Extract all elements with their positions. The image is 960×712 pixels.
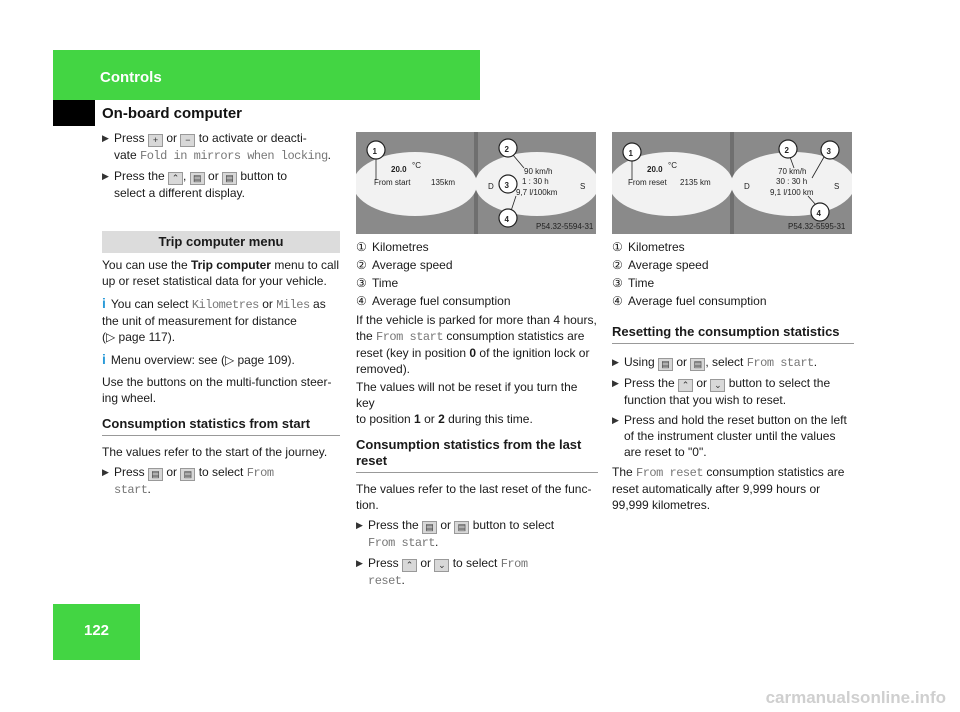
- display-unit: °C: [668, 161, 677, 170]
- callout-3: 3: [826, 147, 831, 156]
- paragraph: The values refer to the start of the journey.: [102, 445, 328, 459]
- callout-2: 2: [504, 145, 509, 154]
- arrow-icon: ▶: [102, 467, 109, 477]
- down-key-icon: ⌄: [710, 379, 725, 392]
- bullet-item: ▶ Press ▤ or ▤ to select From start.: [102, 465, 274, 497]
- up-key-icon: ⌃: [402, 559, 417, 572]
- display-distance: 2135 km: [680, 178, 711, 187]
- watermark: carmanualsonline.info: [765, 688, 946, 707]
- display-mode-s: S: [580, 182, 586, 191]
- paragraph: The values refer to the last reset of the func- tion.: [356, 482, 592, 512]
- callout-1: 1: [372, 147, 377, 156]
- arrow-icon: ▶: [612, 357, 619, 367]
- display-fuel: 9,7 l/100km: [516, 188, 558, 197]
- legend: [356, 238, 598, 310]
- image-code: P54.32-5595-31: [788, 222, 846, 231]
- paragraph: You can use the Trip computer menu to call up or reset statistical data for your vehicle.: [102, 258, 340, 288]
- bullet-item: ▶ Press and hold the reset button on the left of the instrument cluster until the values are reset to "0".: [612, 413, 847, 459]
- arrow-icon: ▶: [612, 378, 619, 388]
- column-2: [356, 238, 598, 593]
- display-label: From reset: [628, 178, 667, 187]
- instrument-cluster-reset-illustration: [612, 132, 852, 234]
- page-title: On-board computer: [102, 105, 243, 122]
- down-key-icon: ⌄: [434, 559, 449, 572]
- info-icon: i: [102, 295, 106, 311]
- legend-item: ③ Time: [356, 276, 399, 290]
- page-forward-key-icon: ▤: [422, 521, 437, 534]
- page-back-key-icon: ▤: [222, 172, 237, 185]
- page-number: 122: [83, 622, 110, 639]
- display-speed: 70 km/h: [778, 167, 807, 176]
- arrow-icon: ▶: [356, 558, 363, 568]
- page-back-key-icon: ▤: [180, 468, 195, 481]
- instrument-cluster-illustration: [356, 132, 596, 234]
- legend-item: ① Kilometres: [356, 240, 429, 254]
- page-forward-key-icon: ▤: [148, 468, 163, 481]
- legend-item: ② Average speed: [356, 258, 453, 272]
- info-note: i You can select Kilometres or Miles as the unit of measurement for distance (▷ page 117).: [102, 295, 326, 344]
- page-forward-key-icon: ▤: [658, 358, 673, 371]
- display-time: 30 : 30 h: [776, 177, 808, 186]
- display-temperature: 20.0: [391, 165, 407, 174]
- legend-item: ④ Average fuel consumption: [356, 294, 511, 308]
- callout-1: 1: [628, 149, 633, 158]
- up-key-icon: ⌃: [678, 379, 693, 392]
- arrow-icon: ▶: [612, 415, 619, 425]
- header-marker: [53, 100, 95, 126]
- minus-key-icon: −: [180, 134, 195, 147]
- legend: [612, 238, 854, 310]
- display-mode-s: S: [834, 182, 840, 191]
- paragraph: The From reset consumption statistics are reset automatically after 9,999 hours or 99,999 kilometres.: [612, 465, 845, 512]
- display-label: From start: [374, 178, 411, 187]
- callout-4: 4: [504, 215, 509, 224]
- legend-item: ④ Average fuel consumption: [612, 294, 767, 308]
- arrow-icon: ▶: [356, 520, 363, 530]
- bullet-item: ▶ Press the ⌃ , ▤ or ▤ button to select a different display.: [102, 169, 288, 200]
- image-code: P54.32-5594-31: [536, 222, 594, 231]
- paragraph: If the vehicle is parked for more than 4 hours, the From start consumption statistics are reset (key in position 0 of the ignition lock or removed).: [356, 313, 597, 376]
- bullet-item: ▶ Press the ▤ or ▤ button to select From start.: [356, 518, 555, 550]
- arrow-icon: ▶: [102, 133, 109, 143]
- display-distance: 135km: [431, 178, 456, 187]
- paragraph: Use the buttons on the multi-function steer- ing wheel.: [102, 375, 332, 405]
- display-fuel: 9,1 l/100 km: [770, 188, 814, 197]
- display-time: 1 : 30 h: [522, 177, 549, 186]
- column-3: [612, 238, 854, 513]
- callout-3: 3: [504, 181, 509, 190]
- subheading: Consumption statistics from start: [102, 416, 340, 436]
- callout-2: 2: [784, 146, 789, 155]
- page-forward-key-icon: ▤: [190, 172, 205, 185]
- display-gear-d: D: [488, 182, 494, 191]
- callout-4: 4: [816, 209, 821, 218]
- legend-item: ③ Time: [612, 276, 655, 290]
- legend-item: ① Kilometres: [612, 240, 685, 254]
- subheading: Resetting the consumption statistics: [612, 324, 854, 344]
- legend-item: ② Average speed: [612, 258, 709, 272]
- bullet-item: ▶ Press ⌃ or ⌄ to select From reset.: [356, 556, 528, 588]
- menu-heading-bar: Trip computer menu: [102, 231, 340, 253]
- page-back-key-icon: ▤: [690, 358, 705, 371]
- paragraph: The values will not be reset if you turn the key to position 1 or 2 during this time.: [356, 380, 578, 426]
- bullet-item: ▶ Using ▤ or ▤ , select From start.: [612, 355, 818, 370]
- arrow-icon: ▶: [102, 171, 109, 181]
- info-icon: i: [102, 351, 106, 367]
- plus-key-icon: +: [148, 134, 163, 147]
- bullet-item: ▶ Press the ⌃ or ⌄ button to select the function that you wish to reset.: [612, 376, 831, 407]
- bullet-item: ▶ Press + or − to activate or deacti- vate Fold in mirrors when locking.: [102, 131, 331, 163]
- display-unit: °C: [412, 161, 421, 170]
- info-note: i Menu overview: see (▷ page 109).: [102, 351, 295, 367]
- page-back-key-icon: ▤: [454, 521, 469, 534]
- up-key-icon: ⌃: [168, 172, 183, 185]
- display-speed: 90 km/h: [524, 167, 553, 176]
- display-gear-d: D: [744, 182, 750, 191]
- column-1: [102, 130, 340, 502]
- display-temperature: 20.0: [647, 165, 663, 174]
- subheading: Consumption statistics from the last reset: [356, 437, 598, 473]
- section-title: Controls: [100, 69, 162, 86]
